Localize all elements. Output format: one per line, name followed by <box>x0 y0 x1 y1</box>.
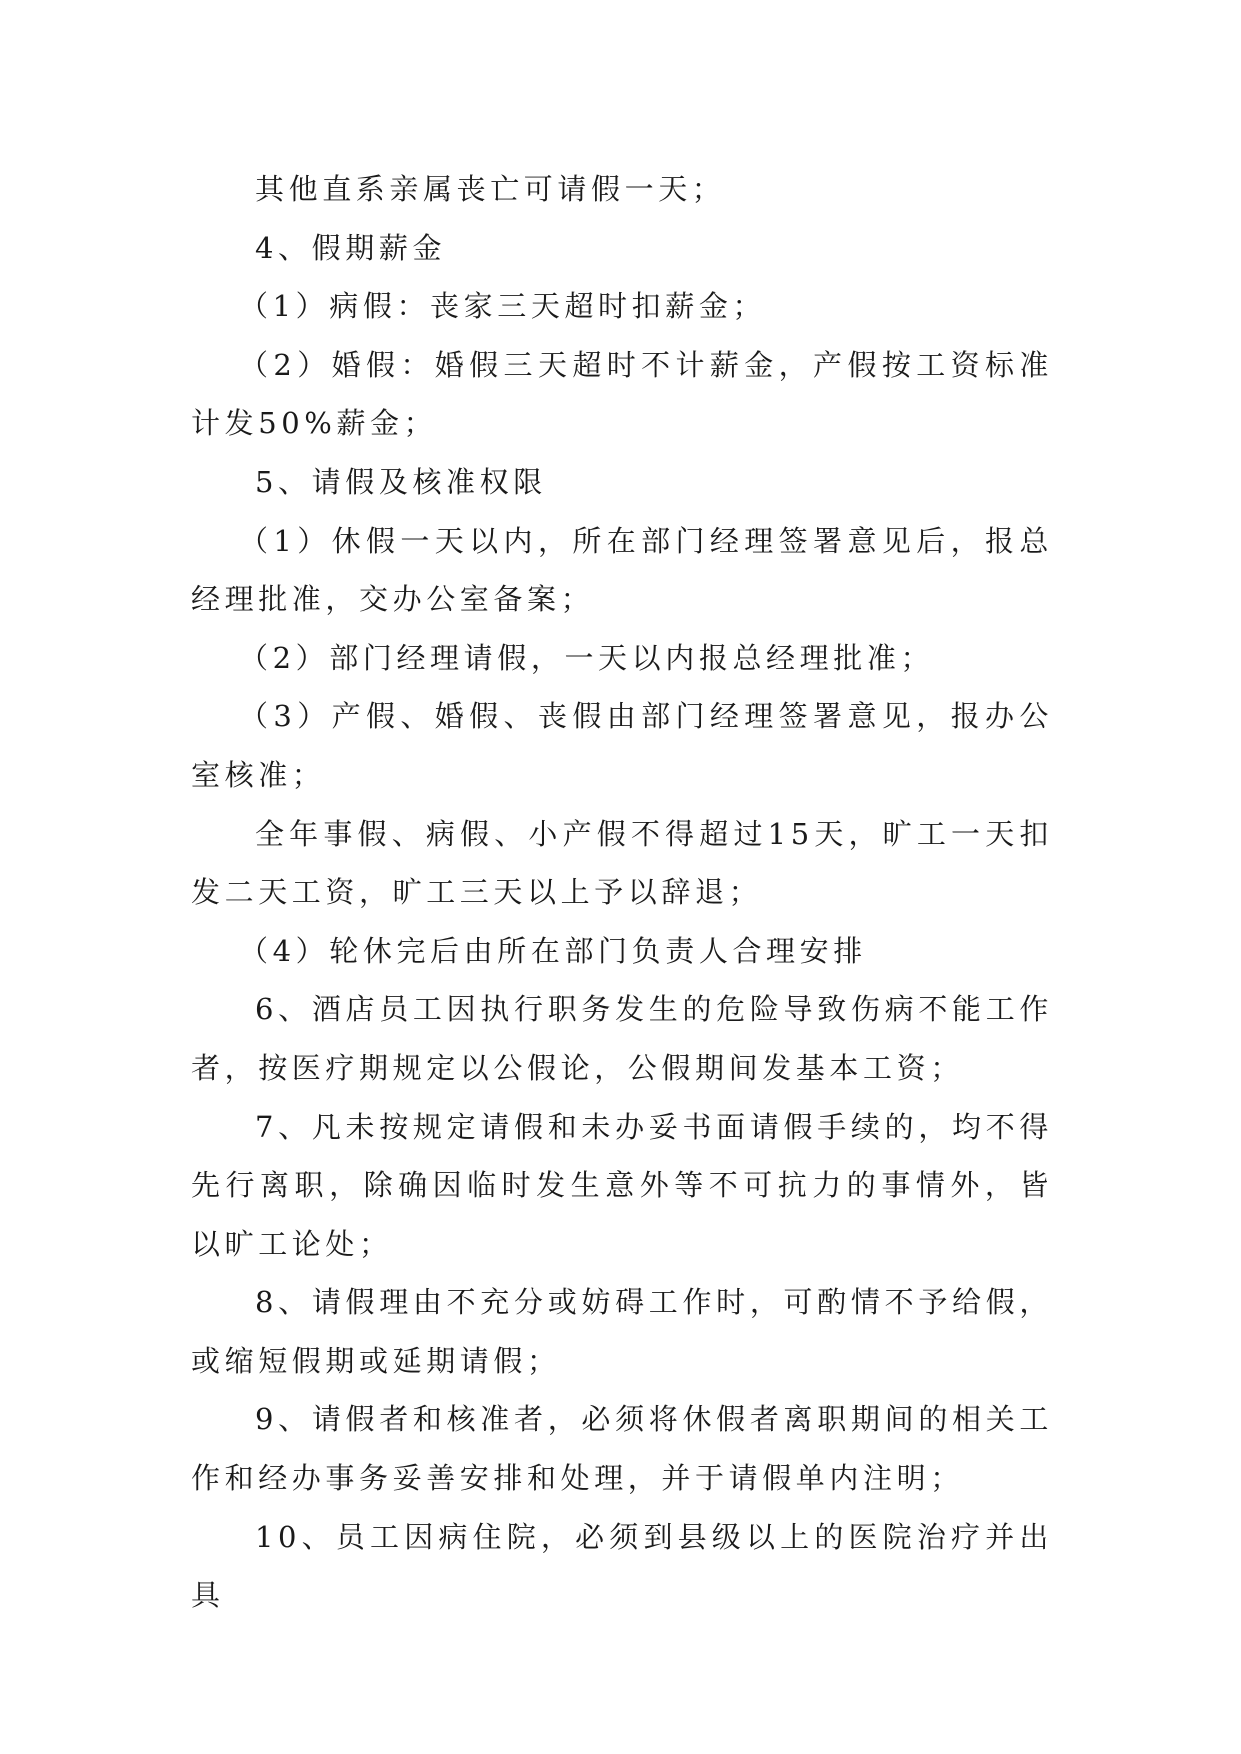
paragraph-14: 9、请假者和核准者，必须将休假者离职期间的相关工作和经办事务妥善安排和处理，并于请假单内注明； <box>191 1402 1053 1496</box>
paragraph-10: （4）轮休完后由所在部门负责人合理安排 <box>239 933 867 968</box>
document-body <box>191 160 1053 1625</box>
paragraph-3: （1）病假：丧家三天超时扣薪金； <box>239 289 767 324</box>
paragraph-9: 全年事假、病假、小产假不得超过15天，旷工一天扣发二天工资，旷工三天以上予以辞退； <box>191 816 1053 910</box>
paragraph-4: （2）婚假：婚假三天超时不计薪金，产假按工资标准计发50%薪金； <box>191 347 1053 441</box>
paragraph-7: （2）部门经理请假，一天以内报总经理批准； <box>239 640 935 675</box>
paragraph-11: 6、酒店员工因执行职务发生的危险导致伤病不能工作者，按医疗期规定以公假论，公假期间发基本工资； <box>191 992 1053 1085</box>
paragraph-12: 7、凡未按规定请假和未办妥书面请假手续的，均不得先行离职，除确因临时发生意外等不可抗力的事情外，皆以旷工论处； <box>191 1109 1053 1261</box>
paragraph-1: 其他直系亲属丧亡可请假一天； <box>255 172 726 206</box>
paragraph-5: 5、请假及核准权限 <box>255 464 547 499</box>
paragraph-6: （1）休假一天以内，所在部门经理签署意见后，报总经理批准，交办公室备案； <box>191 523 1053 617</box>
paragraph-8: （3）产假、婚假、丧假由部门经理签署意见，报办公室核准； <box>191 699 1053 792</box>
paragraph-15: 10、员工因病住院，必须到县级以上的医院治疗并出具 <box>191 1519 1053 1613</box>
paragraph-2: 4、假期薪金 <box>255 230 447 265</box>
paragraph-13: 8、请假理由不充分或妨碍工作时，可酌情不予给假，或缩短假期或延期请假； <box>191 1285 1053 1378</box>
